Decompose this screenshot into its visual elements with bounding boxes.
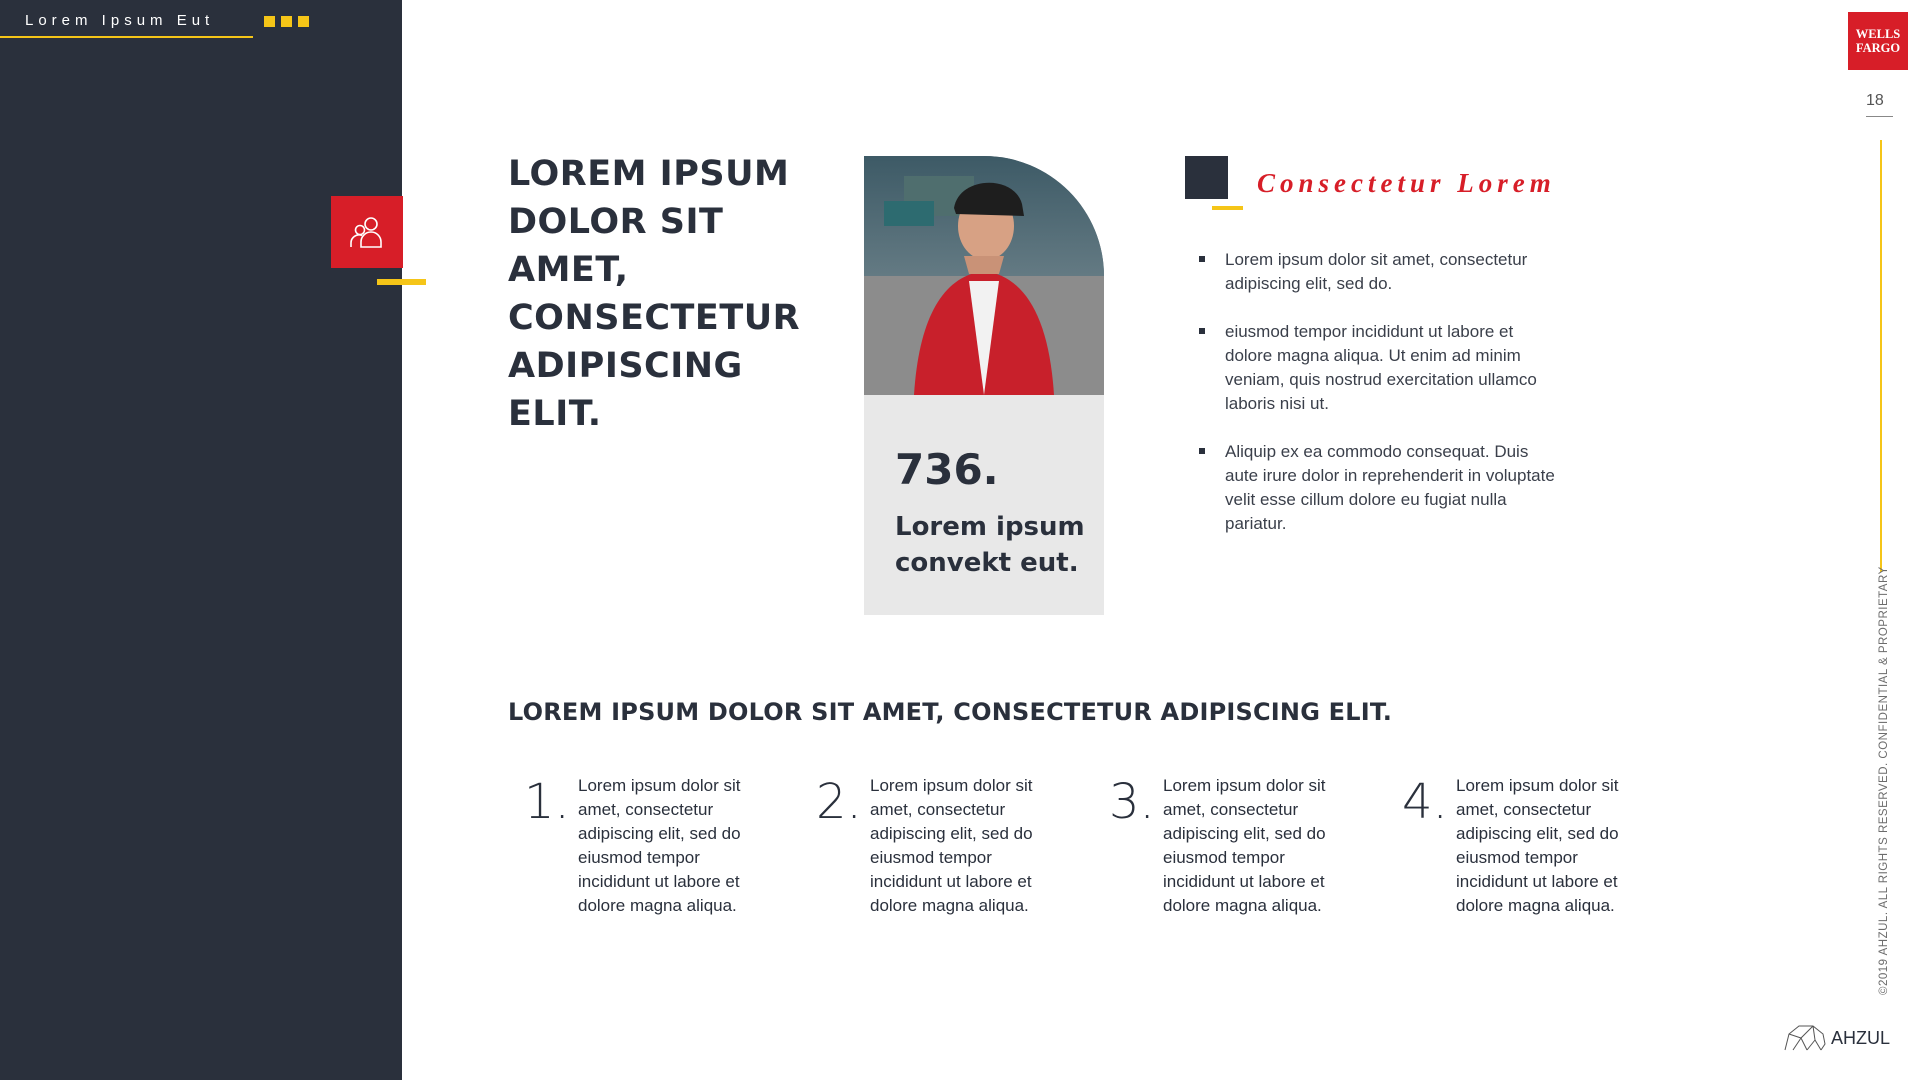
section-yellow-accent — [1212, 206, 1243, 210]
bullet-item: eiusmod tempor incididunt ut labore et dolore magna aliqua. Ut enim ad minim veniam, quis nostrud exercitation ullamco laboris nisi ut. — [1195, 320, 1555, 416]
section-label-underline — [0, 36, 253, 38]
headline-line: CONSECTETUR — [508, 298, 801, 338]
headline-line: AMET, — [508, 250, 629, 290]
section-label: Lorem Ipsum Eut — [25, 12, 215, 29]
step-number: 3. — [1109, 774, 1155, 830]
elephant-icon — [1781, 1022, 1827, 1054]
people-icon-box — [331, 196, 403, 268]
people-icon — [348, 213, 386, 251]
person-photo — [864, 156, 1104, 395]
sub-headline: LOREM IPSUM DOLOR SIT AMET, CONSECTETUR ADIPISCING ELIT. — [508, 698, 1393, 726]
brand-text: AHZUL — [1831, 1027, 1891, 1048]
section-square — [1185, 156, 1228, 199]
rail-line — [1880, 140, 1882, 572]
stat-caption — [895, 509, 1085, 581]
stat-caption-line: Lorem ipsum — [895, 512, 1085, 542]
bullet-item: Aliquip ex ea commodo consequat. Duis aute irure dolor in reprehenderit in voluptate velit esse cillum dolore eu fugiat nulla pariatur. — [1195, 440, 1555, 536]
stat-caption-line: convekt eut. — [895, 548, 1079, 578]
logo-line: WELLS — [1855, 27, 1901, 41]
wells-fargo-logo — [1848, 12, 1908, 70]
page-number: 18 — [1866, 92, 1884, 109]
step-number: 2. — [816, 774, 862, 830]
bullet-list — [1195, 248, 1555, 560]
left-panel — [0, 0, 402, 1080]
brand-mark — [1781, 1022, 1890, 1054]
stat-card — [864, 395, 1104, 615]
headline-line: DOLOR SIT — [508, 202, 724, 242]
yellow-square-2 — [281, 16, 292, 27]
page-number-underline — [1866, 116, 1893, 117]
yellow-dash — [377, 279, 426, 285]
yellow-square-3 — [298, 16, 309, 27]
stat-number: 736. — [895, 445, 999, 494]
main-headline — [508, 150, 848, 438]
step-number: 4. — [1402, 774, 1448, 830]
step-text: Lorem ipsum dolor sit amet, consectetur adipiscing elit, sed do eiusmod tempor incididunt ut labore et dolore magna aliqua. — [578, 776, 741, 915]
section-title: Consectetur Lorem — [1257, 168, 1556, 198]
step-text: Lorem ipsum dolor sit amet, consectetur adipiscing elit, sed do eiusmod tempor incididunt ut labore et dolore magna aliqua. — [1456, 776, 1619, 915]
yellow-square-1 — [264, 16, 275, 27]
bullet-item: Lorem ipsum dolor sit amet, consectetur adipiscing elit, sed do. — [1195, 248, 1555, 296]
copyright-text: ©2019 AHZUL. ALL RIGHTS RESERVED. CONFIDENTIAL & PROPRIETARY — [1878, 566, 1890, 995]
step-number: 1. — [524, 774, 570, 830]
headline-line: ADIPISCING ELIT. — [508, 346, 743, 434]
step-text: Lorem ipsum dolor sit amet, consectetur adipiscing elit, sed do eiusmod tempor incididunt ut labore et dolore magna aliqua. — [870, 776, 1033, 915]
step-text: Lorem ipsum dolor sit amet, consectetur adipiscing elit, sed do eiusmod tempor incididunt ut labore et dolore magna aliqua. — [1163, 776, 1326, 915]
logo-line: FARGO — [1855, 41, 1901, 55]
headline-line: LOREM IPSUM — [508, 154, 790, 194]
